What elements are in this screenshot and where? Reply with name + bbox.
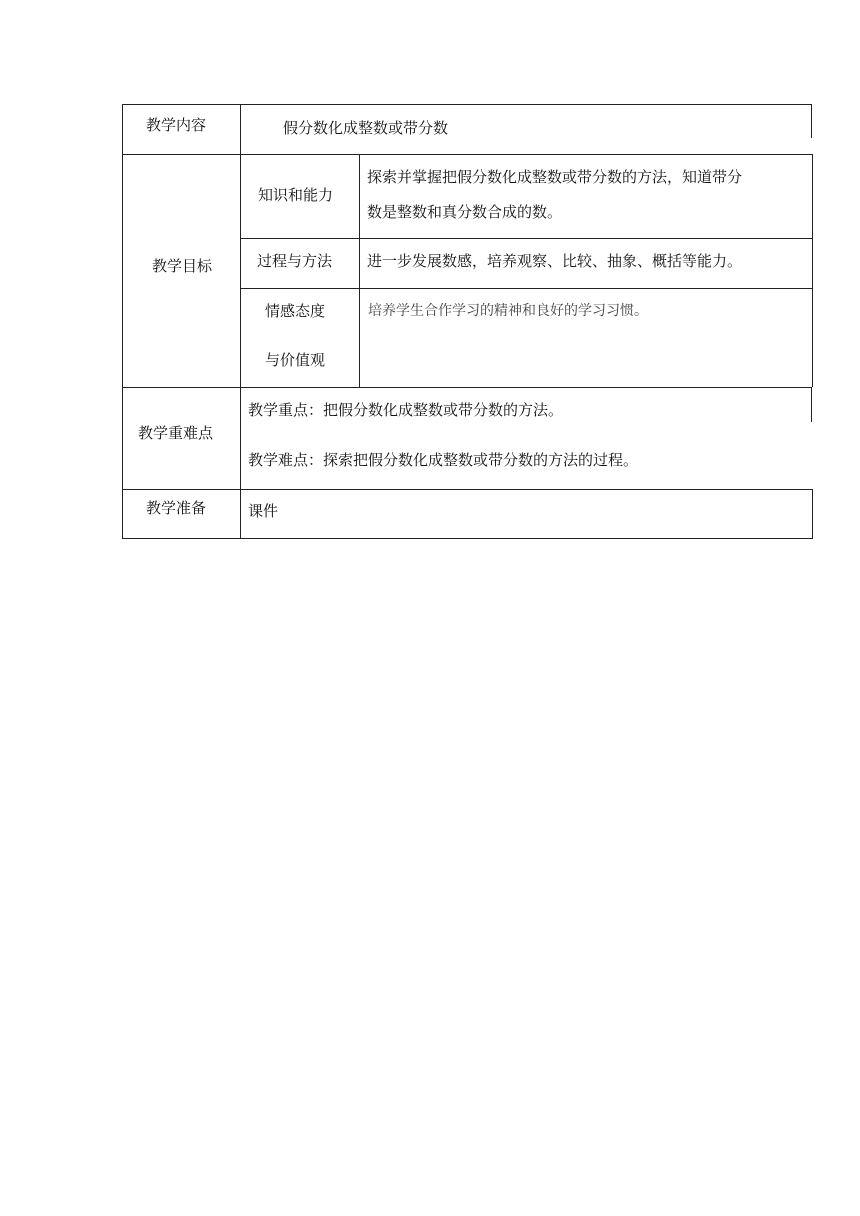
row-divider xyxy=(240,238,813,239)
column-divider xyxy=(240,104,241,539)
table-border-right-segment xyxy=(811,104,812,138)
row-divider xyxy=(122,154,813,155)
row-divider xyxy=(122,489,813,490)
content-label: 教学内容 xyxy=(146,116,207,134)
attitude-label-line1: 情感态度 xyxy=(265,302,326,320)
preparation-value: 课件 xyxy=(248,502,279,520)
process-label: 过程与方法 xyxy=(257,252,333,270)
key-points-label: 教学重难点 xyxy=(138,424,214,442)
table-border-right xyxy=(812,154,813,387)
knowledge-value-line1: 探索并掌握把假分数化成整数或带分数的方法，知道带分 xyxy=(367,168,743,186)
row-divider xyxy=(240,288,813,289)
objectives-label: 教学目标 xyxy=(152,257,213,275)
attitude-value: 培养学生合作学习的精神和良好的学习习惯。 xyxy=(368,303,648,319)
key-focus-text: 教学重点：把假分数化成整数或带分数的方法。 xyxy=(248,401,564,419)
table-border-top xyxy=(122,104,812,105)
preparation-label: 教学准备 xyxy=(146,499,207,517)
key-difficulty-text: 教学难点：探索把假分数化成整数或带分数的方法的过程。 xyxy=(248,451,639,469)
attitude-label-line2: 与价值观 xyxy=(265,351,326,369)
column-divider xyxy=(359,154,360,387)
process-value: 进一步发展数感，培养观察、比较、抽象、概括等能力。 xyxy=(367,252,743,270)
table-border-right-segment xyxy=(811,387,812,422)
knowledge-label: 知识和能力 xyxy=(258,186,334,204)
table-border-bottom xyxy=(122,538,813,539)
table-border-right xyxy=(812,489,813,539)
table-border-left xyxy=(122,104,123,539)
knowledge-value-line2: 数是整数和真分数合成的数。 xyxy=(367,203,563,221)
row-divider xyxy=(122,387,812,388)
content-value: 假分数化成整数或带分数 xyxy=(283,119,449,137)
